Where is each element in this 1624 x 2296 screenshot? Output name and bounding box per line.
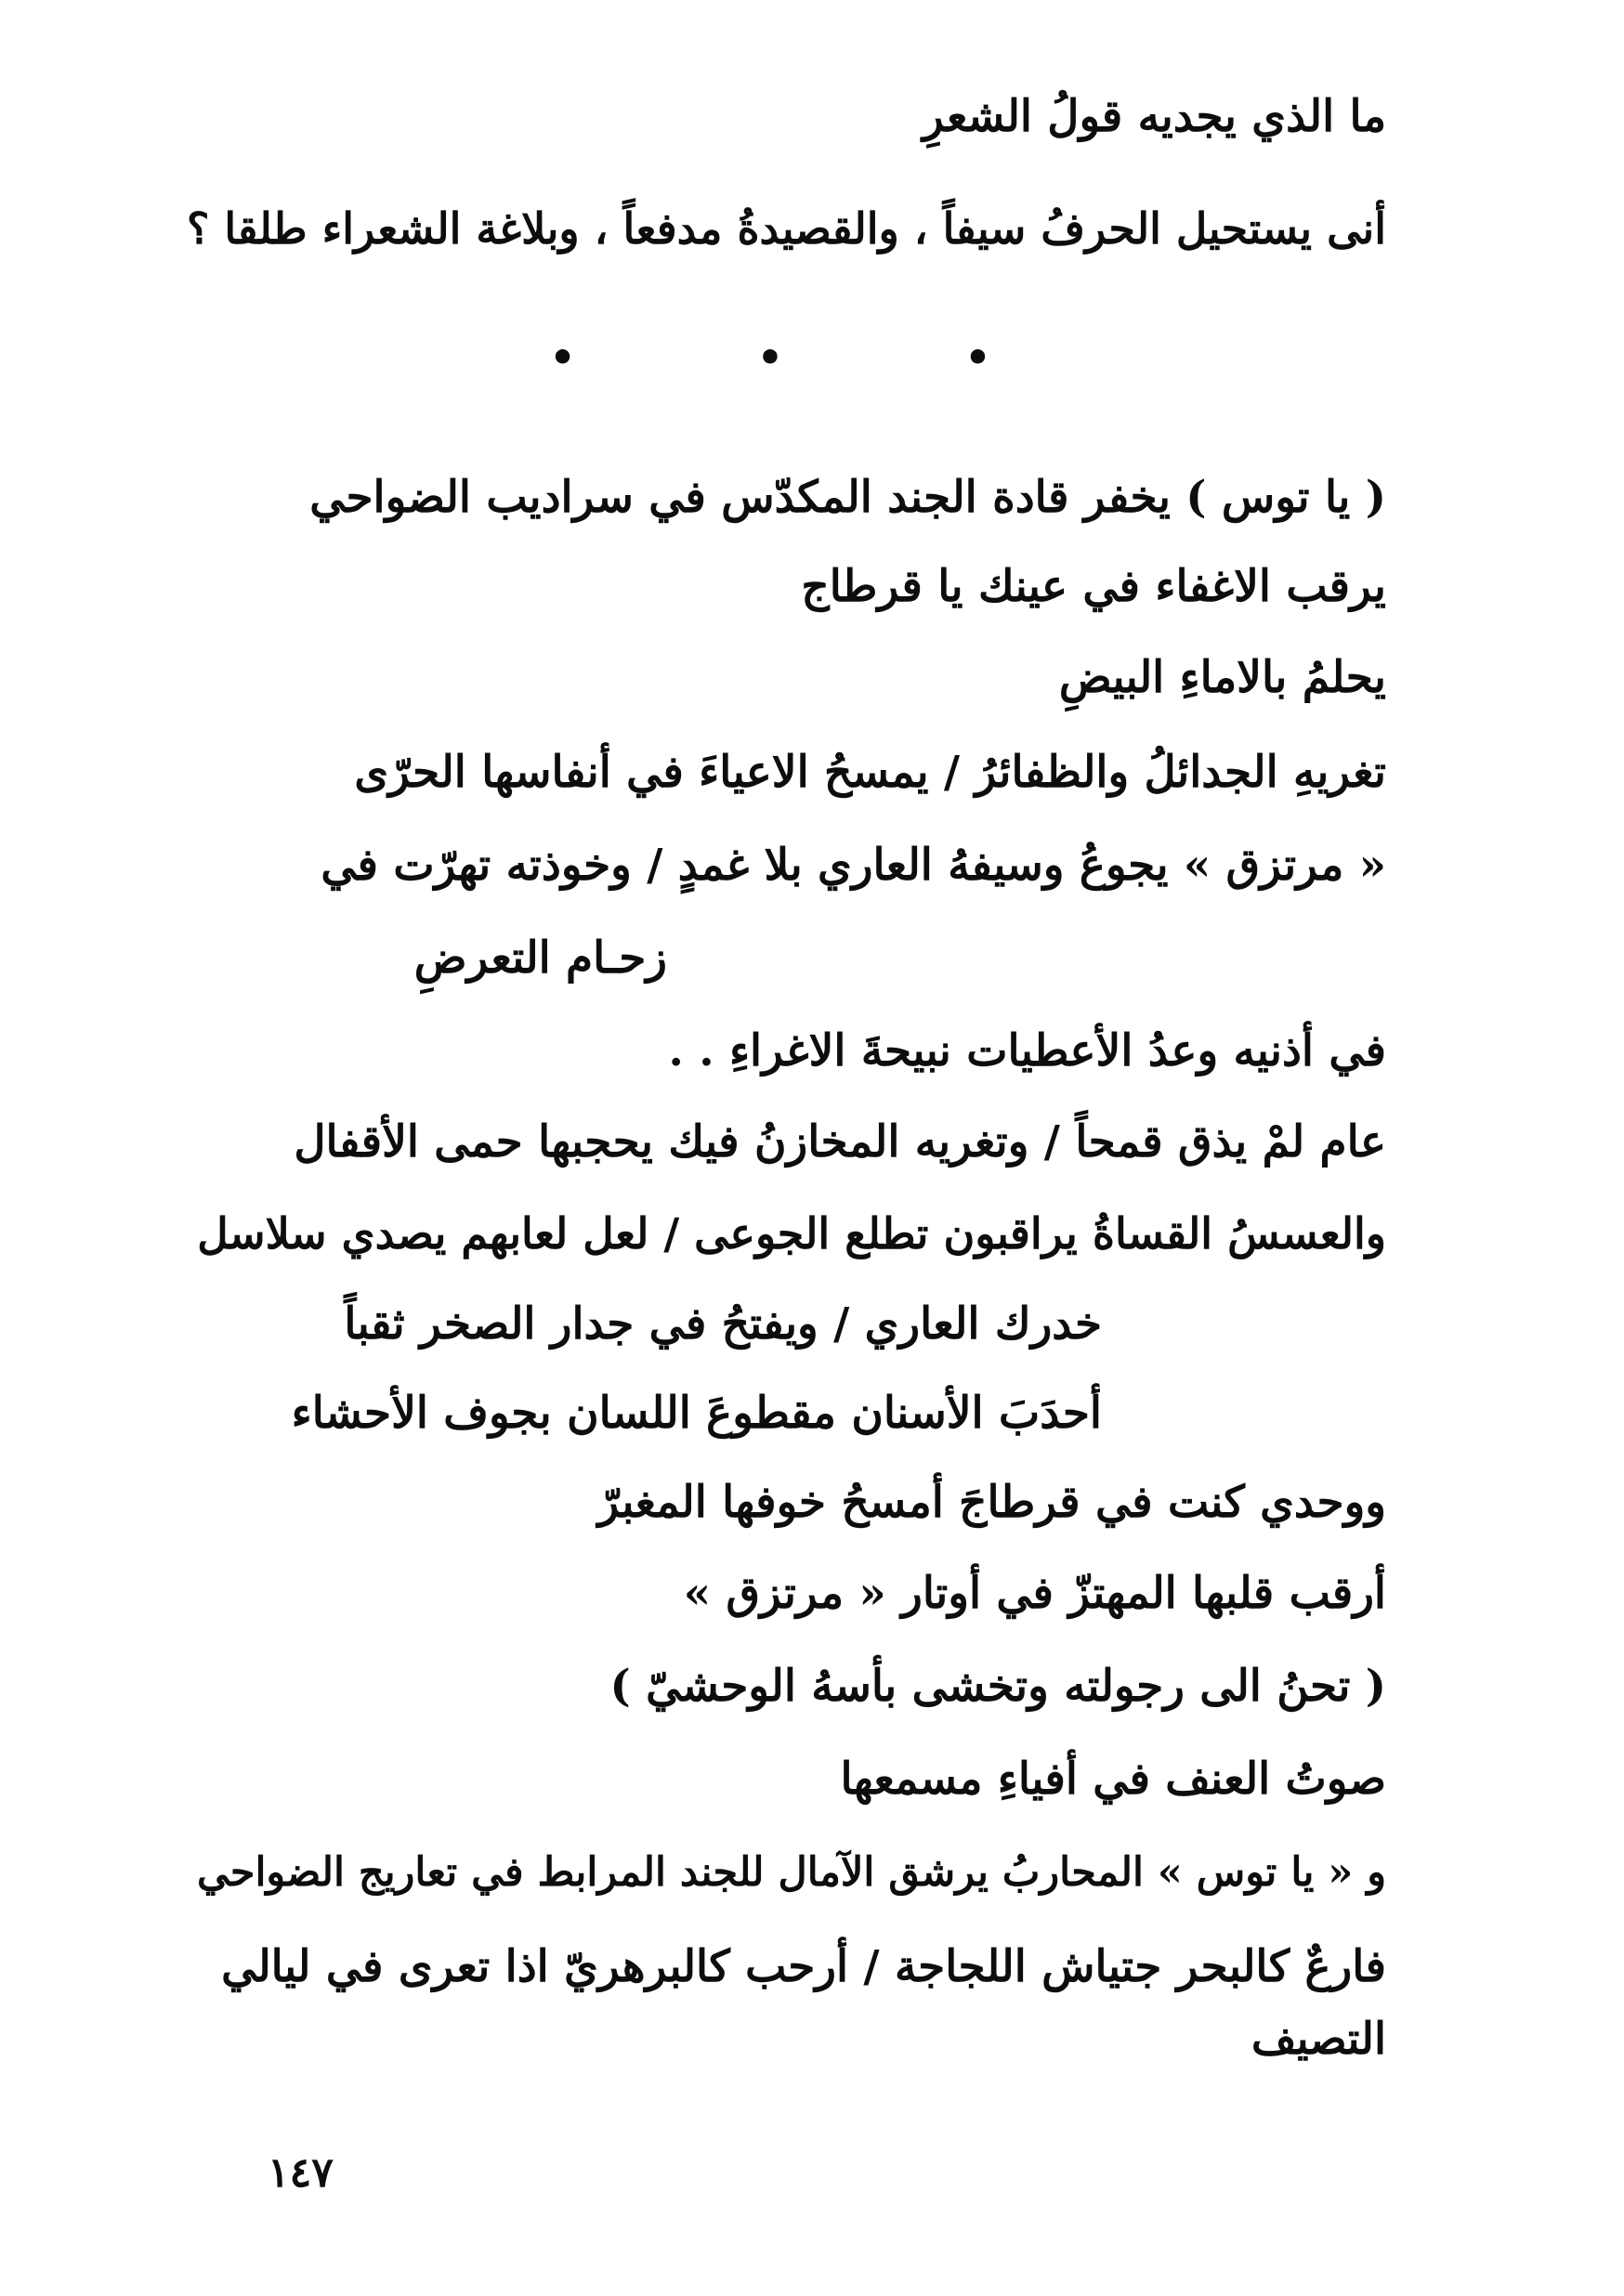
poem-line-11: والعسسُ القساةُ يراقبون تطلع الجوعى / لعل لعابهم يصدي سلاسل xyxy=(197,1208,1386,1259)
poem-line-16: ( تحنُ الى رجولته وتخشى بأسهُ الوحشيّ ) xyxy=(609,1661,1386,1712)
poem-line-19: فارعٌ كالبحر جتياش اللجاجة / أرحب كالبرهريّ اذا تعرى في ليالي xyxy=(221,1941,1386,1992)
poem-line-14: ووحدي كنت في قرطاجَ أمسحُ خوفها المغبرّ xyxy=(597,1477,1386,1528)
poem-line-3: ( يا توس ) يخفر قادة الجند المكدّس في سراديب الضواحي xyxy=(309,472,1386,523)
poem-line-9: في أذنيه وعدُ الأعطيات نبيحةَ الاغراءِ . . xyxy=(668,1025,1386,1076)
poem-line-4: يرقب الاغفاء في عينك يا قرطاج xyxy=(801,561,1386,612)
poem-line-17: صوتُ العنف في أفياءِ مسمعها xyxy=(840,1754,1386,1805)
poem-line-1: ما الذي يجديه قولُ الشعرِ xyxy=(923,91,1386,142)
poem-line-15: أرقب قلبها المهتزّ في أوتار « مرتزق » xyxy=(683,1568,1386,1619)
poem-line-12: خدرك العاري / ويفتحُ في جدار الصخر ثقباً xyxy=(344,1298,1102,1350)
poem-line-10: عام لمْ يذق قمحاً / وتغريه المخازنُ فيك يحجبها حمى الأقفال xyxy=(294,1116,1386,1168)
poem-line-2: أنى يستحيل الحرفُ سيفاً ، والقصيدةُ مدفعاً ، وبلاغة الشعراء طلقا ؟ xyxy=(187,203,1386,254)
section-separator: • • • xyxy=(549,334,1075,382)
poem-line-5: يحلمُ بالاماءِ البيضِ xyxy=(1058,652,1386,703)
poem-line-20: التصيف xyxy=(1251,2014,1386,2065)
poem-line-8: زحـام التعرضِ xyxy=(413,933,667,984)
page-number: ١٤٧ xyxy=(268,2149,334,2197)
poem-line-13: أحدَبَ الأسنان مقطوعَ اللسان بجوف الأحشاء xyxy=(291,1388,1102,1439)
poem-line-18: و « يا توس » المحاربُ يرشق الآمال للجند المرابط في تعاريج الضواحي xyxy=(197,1849,1386,1896)
poem-line-7: « مرتزق » يجوعُ وسيفهُ العاري بلا غمدٍ / وخوذته تهرّت في xyxy=(321,840,1386,891)
poem-line-6: تغريهِ الجدائلُ والظفائرُ / يمسحُ الاعياءَ في أنفاسها الحرّى xyxy=(354,747,1386,798)
